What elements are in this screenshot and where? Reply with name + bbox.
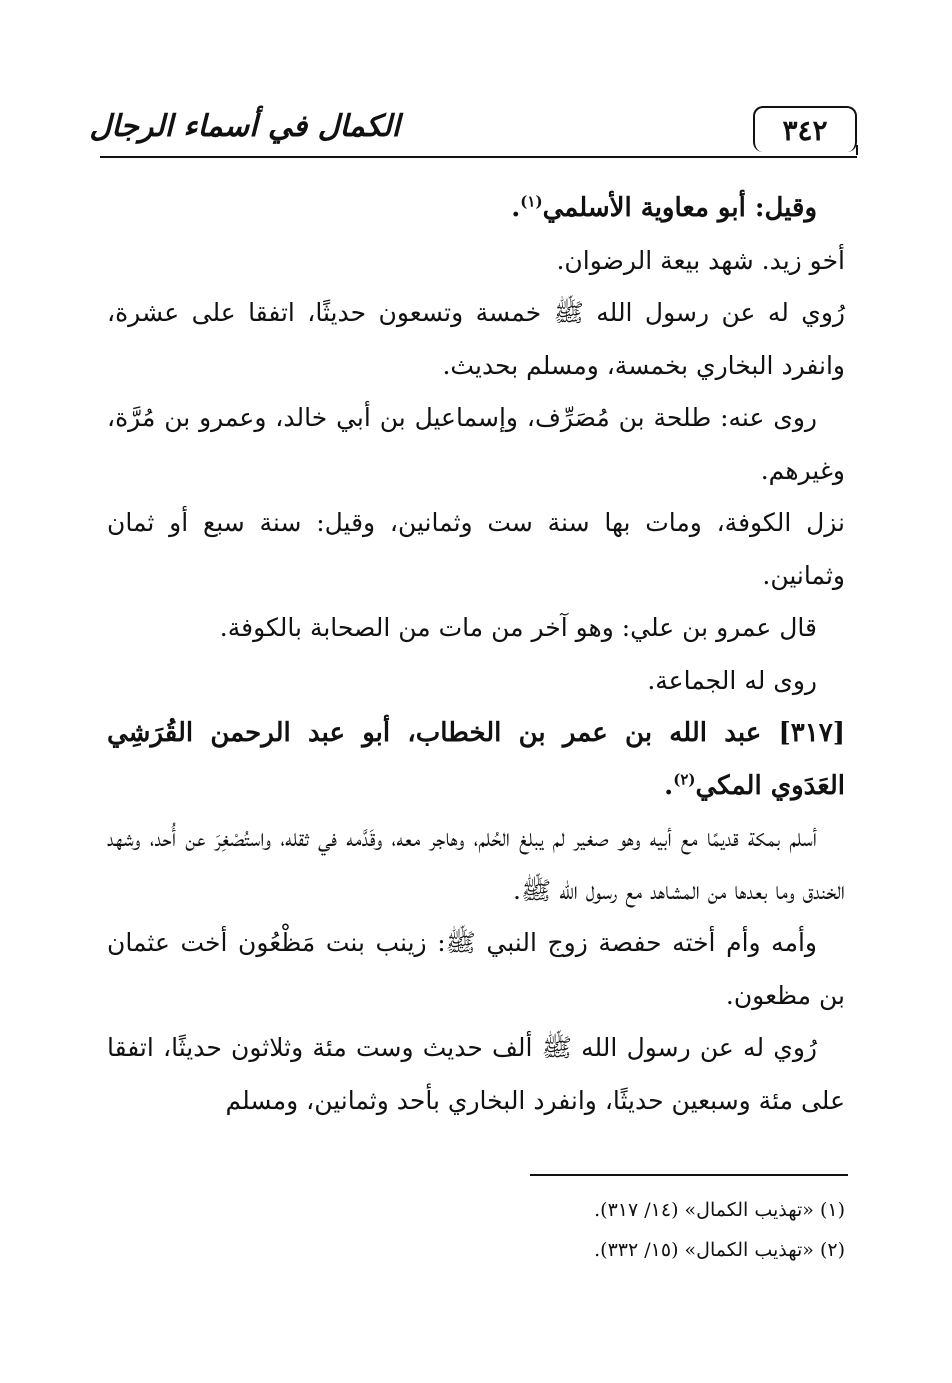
footnotes [107,1190,845,1270]
footnote-divider [530,1174,848,1176]
paragraph: أخو زيد. شهد بيعة الرضوان. [556,245,845,275]
entry-title: [٣١٧] عبد الله بن عمر بن الخطاب، أبو عبد الرحمن القُرَشِي العَدَوي المكي [107,718,845,801]
book-title: الكمال في أسماء الرجال [89,109,400,144]
footnote-2: (٢) «تهذيب الكمال» (١٥/ ٣٣٢). [594,1239,845,1261]
footnote-1: (١) «تهذيب الكمال» (١٤/ ٣١٧). [594,1199,845,1221]
entry-end: . [664,770,674,801]
heading-name: أبو معاوية الأسلمي [542,193,746,223]
paragraph: روى عنه: طلحة بن مُصَرِّف، وإسماعيل بن أبي خالد، وعمرو بن مُرَّة، وغيرهم. [107,403,845,485]
footnote-ref[interactable]: (٢) [673,769,696,788]
paragraph: نزل الكوفة، ومات بها سنة ست وثمانين، وقيل: سنة سبع أو ثمان وثمانين. [107,508,845,590]
footnote-ref[interactable]: (١) [520,192,543,211]
main-text [107,182,845,1127]
biography-heading [107,182,845,235]
entry-heading [107,707,845,812]
paragraph: روى له الجماعة. [647,665,817,695]
paragraph: قال عمرو بن علي: وهو آخر من مات من الصحابة بالكوفة. [219,613,817,642]
paragraph: وأمه وأم أخته حفصة زوج النبي ﷺ: زينب بنت مَظْعُون أخت عثمان بن مظعون. [107,928,845,1010]
page-header [89,98,857,158]
page-number: ٣٤٢ [753,106,857,152]
heading-prefix: وقيل: [745,193,817,223]
heading-end: . [511,193,521,223]
header-divider [100,156,857,158]
paragraph: رُوي له عن رسول الله ﷺ خمسة وتسعون حديثًا، اتفقا على عشرة، وانفرد البخاري بخمسة، ومسلم بحديث. [107,298,845,380]
paragraph: أسلم بمكة قديمًا مع أبيه وهو صغير لم يبلغ الحُلم، وهاجر معه، وقَدَّمه في ثقله، واستُصْغِرَ عن أُحد، وشهد الخندق وما بعدها من المشاهد مع رسول الله ﷺ. [107,823,845,905]
paragraph: رُوي له عن رسول الله ﷺ ألف حديث وست مئة وثلاثون حديثًا، اتفقا على مئة وسبعين حديثًا، وانفرد البخاري بأحد وثمانين، ومسلم [107,1033,845,1115]
